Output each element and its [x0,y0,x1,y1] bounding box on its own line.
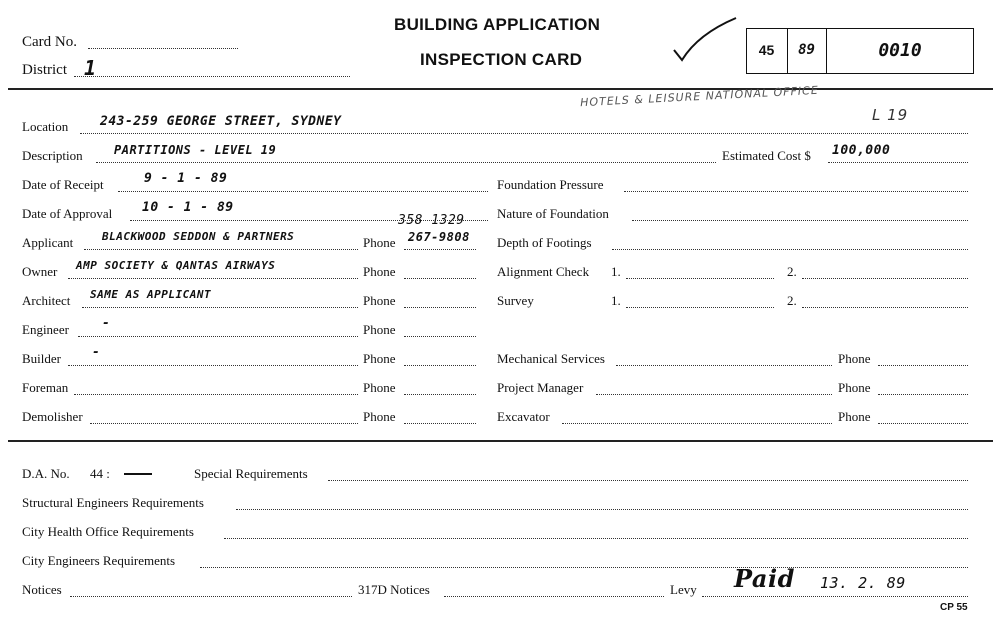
da-dash [124,473,152,475]
architect-phone-label: Phone [363,293,396,308]
excavator-phone-label: Phone [838,409,871,424]
box-cell-89: 89 [798,42,815,58]
survey-num-1: 1. [611,293,621,308]
owner-phone-label: Phone [363,264,396,279]
applicant-value: BLACKWOOD SEDDON & PARTNERS [102,230,295,243]
divider-middle [8,440,993,442]
description-value: PARTITIONS - LEVEL 19 [114,143,277,157]
divider-top [8,88,993,90]
structural-label: Structural Engineers Requirements [22,495,204,510]
engineer-label: Engineer [22,322,69,337]
foundation-pressure-label: Foundation Pressure [497,177,604,192]
footer-code: CP 55 [940,602,968,613]
alignment-num-1: 1. [611,264,621,279]
levy-date: 13. 2. 89 [820,574,906,592]
owner-label: Owner [22,264,58,279]
district-value: 1 [84,56,97,80]
card-no-label: Card No. [22,34,77,50]
nature-foundation-label: Nature of Foundation [497,206,609,221]
architect-value: SAME AS APPLICANT [90,288,212,301]
alignment-check-label: Alignment Check [497,264,590,279]
alignment-num-2: 2. [787,264,797,279]
da-label: D.A. No. [22,466,70,481]
owner-value: AMP SOCIETY & QANTAS AIRWAYS [76,259,276,272]
levy-label: Levy [670,582,697,597]
project-manager-label: Project Manager [497,380,584,395]
levy-value: Paid [734,564,795,593]
mechanical-label: Mechanical Services [497,351,605,366]
notices-317d-label: 317D Notices [358,582,430,597]
city-eng-label: City Engineers Requirements [22,553,176,568]
date-receipt-value: 9 - 1 - 89 [144,171,228,186]
box-cell-45: 45 [758,42,775,58]
annotation-right: L 19 [872,106,909,124]
demolisher-label: Demolisher [22,409,83,424]
da-value: 44 : [90,466,110,481]
foreman-label: Foreman [22,380,69,395]
project-manager-phone-label: Phone [838,380,871,395]
engineer-value: - [102,316,111,331]
applicant-phone-1: 358 1329 [398,213,465,228]
box-cell-0010: 0010 [878,40,922,61]
description-label: Description [22,148,83,163]
survey-num-2: 2. [787,293,797,308]
notices-label: Notices [22,582,62,597]
location-label: Location [22,119,69,134]
depth-footings-label: Depth of Footings [497,235,592,250]
district-label: District [22,62,67,78]
title-line-1: BUILDING APPLICATION [394,15,601,34]
health-label: City Health Office Requirements [22,524,194,539]
checkmark-icon [668,14,740,66]
district-line [74,76,350,77]
applicant-phone-label: Phone [363,235,396,250]
builder-value: - [92,345,101,360]
architect-label: Architect [22,293,71,308]
applicant-phone-2: 267-9808 [408,230,470,244]
card-no-line [88,48,238,49]
engineer-phone-label: Phone [363,322,396,337]
estimated-cost-label: Estimated Cost $ [722,148,811,163]
title-line-2: INSPECTION CARD [420,50,583,69]
foreman-phone-label: Phone [363,380,396,395]
applicant-label: Applicant [22,235,74,250]
builder-label: Builder [22,351,61,366]
estimated-cost-value: 100,000 [832,143,891,158]
date-approval-label: Date of Approval [22,206,113,221]
date-receipt-label: Date of Receipt [22,177,104,192]
excavator-label: Excavator [497,409,550,424]
date-approval-value: 10 - 1 - 89 [142,200,234,215]
location-value: 243-259 GEORGE STREET, SYDNEY [100,114,342,129]
demolisher-phone-label: Phone [363,409,396,424]
annotation-top: HOTELS & LEISURE NATIONAL OFFICE [579,83,820,110]
special-requirements-label: Special Requirements [194,466,308,481]
builder-phone-label: Phone [363,351,396,366]
survey-label: Survey [497,293,534,308]
mechanical-phone-label: Phone [838,351,871,366]
